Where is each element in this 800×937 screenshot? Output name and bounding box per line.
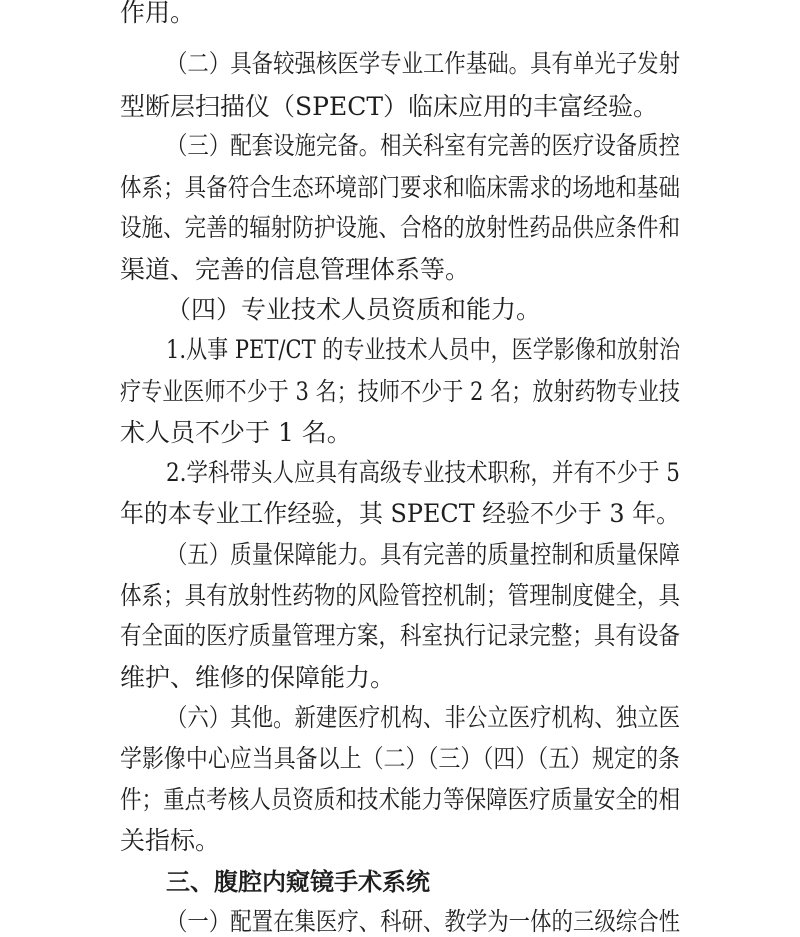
document-page: 作用。 （二）具备较强核医学专业工作基础。具有单光子发射 型断层扫描仪（SPECT）临床应用的丰富经验。 （三）配套设施完备。相关科室有完善的医疗设备质控 体系；具备符合生态环境部门要求和临床需求的场地和基础 设施、完善的辐射防护设施、合格的放射性药品供应条件和 渠道、完善的信息管理体系等。 （四）专业技术人员资质和能力。 1.从事 PET/CT 的专业技术人员中，医学影像和放射治 疗专业医师不少于 3 名；技师不少于 2 名；放射药物专业技 术人员不少于 1 名。 2.学科带头人应具有高级专业技术职称，并有不少于 5 年的本专业工作经验，其 SPECT 经验不少于 3 年。 （五）质量保障能力。具有完善的质量控制和质量保障 体系；具有放射性药物的风险管控机制；管理制度健全，具 有全面的医疗质量管理方案，科室执行记录完整；具有设备 维护、维修的保障能力。 （六）其他。新建医疗机构、非公立医疗机构、独立医 学影像中心应当具备以上（二）（三）（四）（五）规定的条 件；重点考核人员资质和技术能力等保障医疗质量安全的相 关指标。 三、腹腔内窥镜手术系统 （一）配置在集医疗、科研、教学为一体的三级综合性 bbox=[120, 0, 680, 936]
